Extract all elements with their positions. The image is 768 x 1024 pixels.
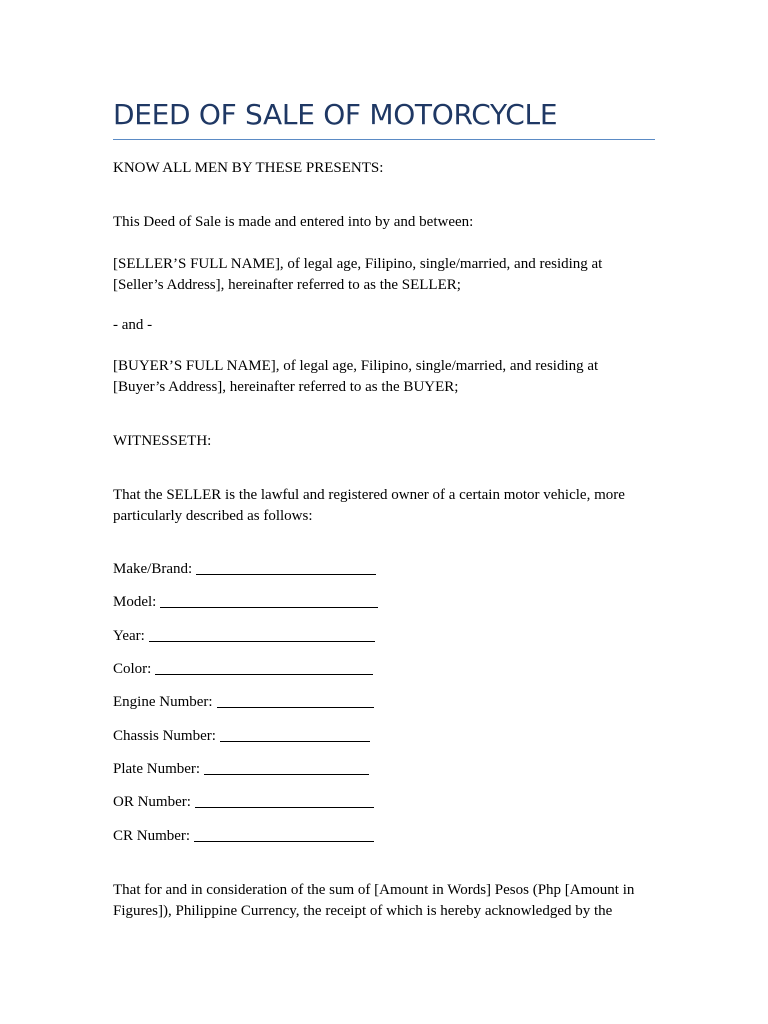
field-label: Make/Brand:: [113, 561, 193, 577]
field-year: [113, 626, 375, 647]
blank-line: [194, 827, 374, 842]
field-label: OR Number:: [113, 794, 191, 810]
buyer-line-1: [BUYER’S FULL NAME], of legal age, Filipino, single/married, and residing at: [113, 358, 599, 374]
field-chassis-number: [113, 726, 370, 747]
buyer-line-2: [Buyer’s Address], hereinafter referred to as the BUYER;: [113, 379, 459, 395]
owner-line-1: That the SELLER is the lawful and registered owner of a certain motor vehicle, more: [113, 487, 625, 503]
field-label: Plate Number:: [113, 761, 201, 777]
intro-paragraph: This Deed of Sale is made and entered into by and between:: [113, 214, 474, 230]
blank-line: [204, 760, 369, 775]
and-separator: - and -: [113, 317, 153, 333]
seller-line-1: [SELLER’S FULL NAME], of legal age, Filipino, single/married, and residing at: [113, 256, 603, 272]
consideration-line-1: That for and in consideration of the sum of [Amount in Words] Pesos (Php [Amount in: [113, 882, 635, 898]
know-all-men-heading: KNOW ALL MEN BY THESE PRESENTS:: [113, 160, 384, 176]
witnesseth-heading: WITNESSETH:: [113, 433, 212, 449]
field-plate-number: [113, 759, 369, 780]
field-label: CR Number:: [113, 828, 191, 844]
seller-line-2: [Seller’s Address], hereinafter referred to as the SELLER;: [113, 277, 461, 293]
blank-line: [196, 560, 376, 575]
field-cr-number: [113, 826, 374, 847]
field-or-number: [113, 792, 374, 813]
blank-line: [149, 627, 375, 642]
field-engine-number: [113, 692, 374, 713]
field-color: [113, 659, 373, 680]
blank-line: [217, 693, 374, 708]
blank-line: [195, 793, 374, 808]
blank-line: [220, 727, 370, 742]
blank-line: [160, 593, 378, 608]
field-label: Engine Number:: [113, 694, 213, 710]
blank-line: [155, 660, 373, 675]
field-label: Year:: [113, 628, 145, 644]
field-label: Chassis Number:: [113, 728, 216, 744]
field-make-brand: [113, 559, 376, 580]
title-underline: [113, 139, 655, 140]
document-title: DEED OF SALE OF MOTORCYCLE: [113, 98, 558, 131]
field-model: [113, 592, 378, 613]
field-label: Model:: [113, 594, 157, 610]
owner-line-2: particularly described as follows:: [113, 508, 313, 524]
field-label: Color:: [113, 661, 152, 677]
consideration-line-2: Figures]), Philippine Currency, the receipt of which is hereby acknowledged by the: [113, 903, 613, 919]
